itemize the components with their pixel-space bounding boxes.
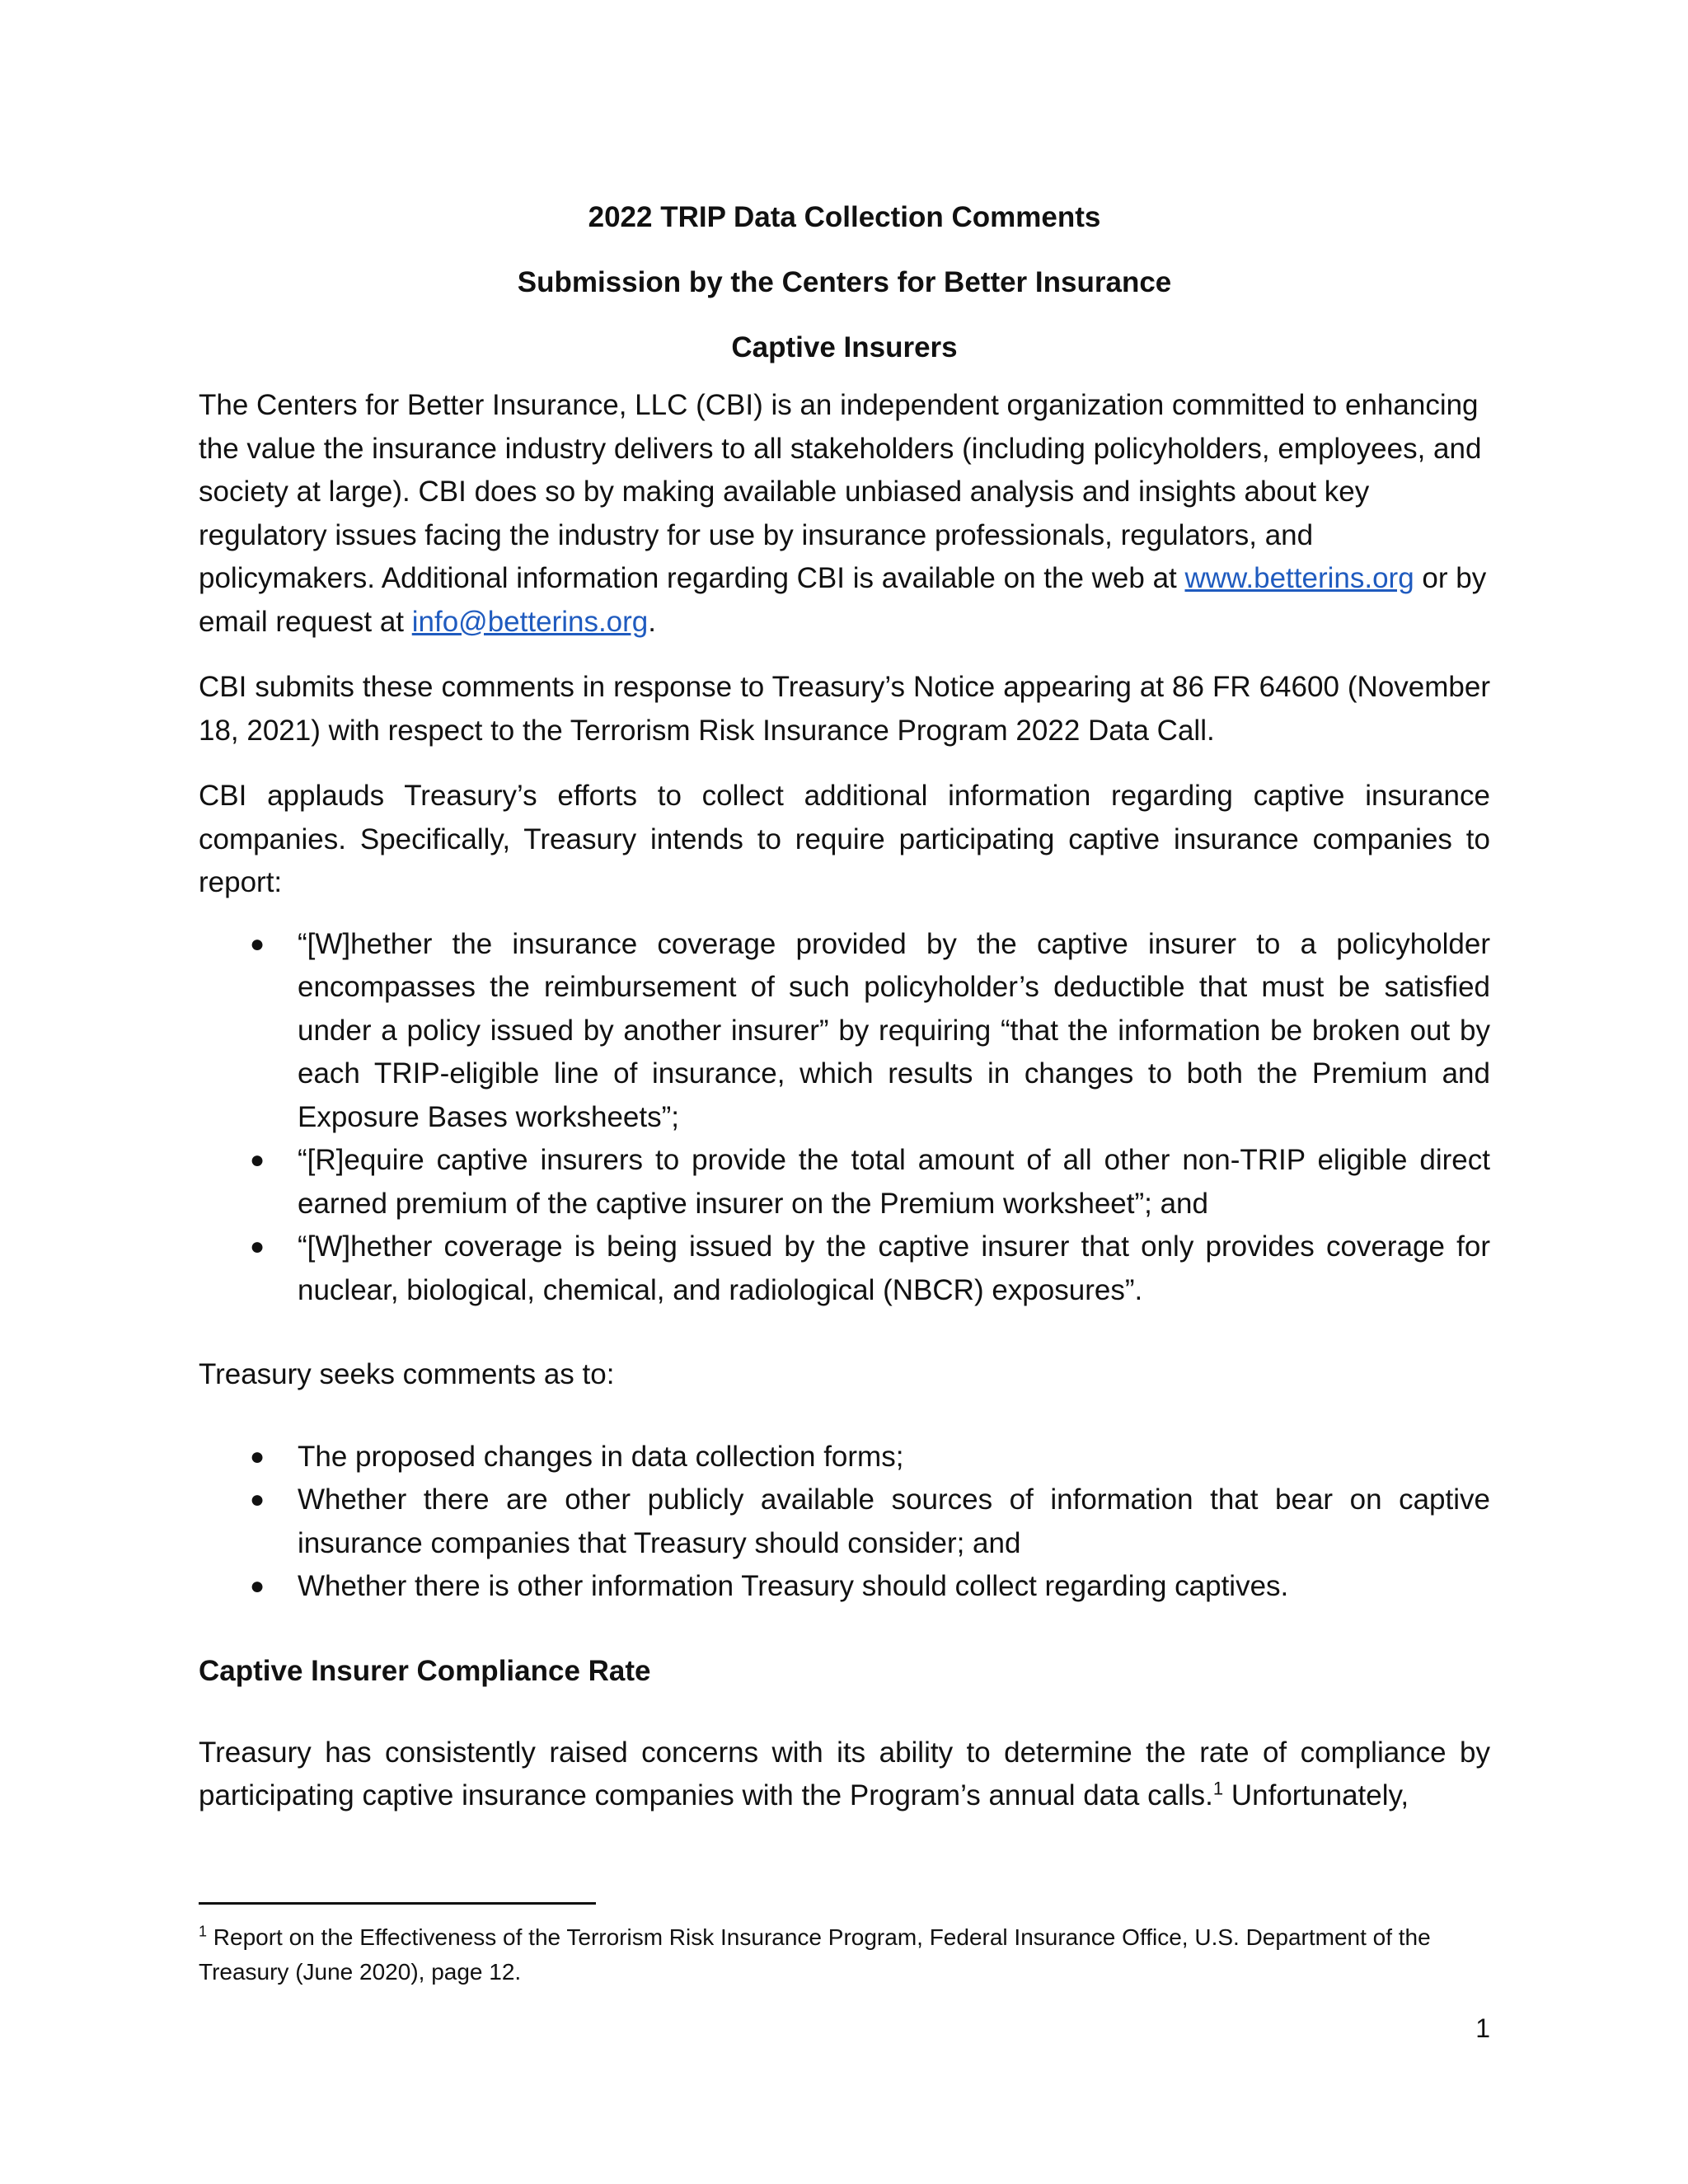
compliance-paragraph <box>199 1732 1490 1818</box>
intro-paragraph <box>199 384 1490 644</box>
report-bullet-text: “[R]equire captive insurers to provide the total amount of all other non-TRIP eligible direct earned premium of the captive insurer on the Premium worksheet”; and <box>298 1144 1490 1220</box>
website-link[interactable]: www.betterins.org <box>1184 562 1414 594</box>
bullet-icon: ● <box>250 1233 265 1260</box>
intro-text-2: or by email request at <box>199 562 1487 638</box>
document-title: 2022 TRIP Data Collection Comments <box>588 201 1101 233</box>
report-bullet-text: “[W]hether coverage is being issued by the captive insurer that only provides coverage for nuclear, biological, chemical, and radiological (NBCR) exposures”. <box>298 1230 1490 1306</box>
comment-bullet-text: Whether there are other publicly available sources of information that bear on captive insurance companies that Treasury should consider; and <box>298 1483 1490 1559</box>
bullet-icon: ● <box>250 1146 265 1174</box>
footnote <box>199 1920 1490 1990</box>
document-subtitle: Submission by the Centers for Better Insurance <box>517 266 1172 298</box>
footnote-text: Report on the Effectiveness of the Terrorism Risk Insurance Program, Federal Insurance Office, U.S. Department of the Treasury (June 2020), page 12. <box>199 1924 1431 1985</box>
comment-bullet-list <box>199 1436 1490 1609</box>
intro-text: The Centers for Better Insurance, LLC (CBI) is an independent organization committed to enhancing the value the insurance industry delivers to all stakeholders (including policyholders, employees, and society at large). CBI does so by making available unbiased analysis and insights about key regulatory issues facing the industry for use by insurance professionals, regulators, and policymakers. Additional information regarding CBI is available on the web at <box>199 389 1482 594</box>
footnote-number: 1 <box>199 1923 208 1940</box>
report-bullet-text: “[W]hether the insurance coverage provided by the captive insurer to a policyholder encompasses the reimbursement of such policyholder’s deductible that must be satisfied under a policy issued by another insurer” by requiring “that the information be broken out by each TRIP-eligible line of insurance, which results in changes to both the Premium and Exposure Bases worksheets”; <box>298 927 1490 1133</box>
list-item <box>199 923 1490 1140</box>
report-bullet-list <box>199 923 1490 1313</box>
bullet-icon: ● <box>250 1572 265 1600</box>
footnote-reference[interactable]: 1 <box>1212 1778 1224 1799</box>
email-link[interactable]: info@betterins.org <box>411 605 649 638</box>
compliance-text: Treasury has consistently raised concerns with its ability to determine the rate of compliance by participating captive insurance companies with the Program’s annual data calls. <box>199 1736 1490 1811</box>
comment-bullet-text: Whether there is other information Treasury should collect regarding captives. <box>298 1570 1289 1602</box>
compliance-text-end: Unfortunately, <box>1223 1779 1409 1811</box>
response-paragraph: CBI submits these comments in response to Treasury’s Notice appearing at 86 FR 64600 (November 18, 2021) with respect to the Terrorism Risk Insurance Program 2022 Data Call. <box>199 671 1490 747</box>
document-body <box>199 196 1490 1840</box>
list-item <box>199 1139 1490 1226</box>
list-item <box>199 1436 1490 1479</box>
comment-bullet-text: The proposed changes in data collection forms; <box>298 1440 904 1473</box>
page-number: 1 <box>1475 2013 1490 2043</box>
footnote-divider <box>199 1902 596 1905</box>
applauds-paragraph: CBI applauds Treasury’s efforts to collect additional information regarding captive insurance companies. Specifically, Treasury intends to require participating captive insurance companies to report: <box>199 780 1490 898</box>
seeks-comments-paragraph: Treasury seeks comments as to: <box>199 1358 615 1390</box>
list-item <box>199 1226 1490 1312</box>
bullet-icon: ● <box>250 1486 265 1513</box>
compliance-heading: Captive Insurer Compliance Rate <box>199 1654 651 1687</box>
intro-text-3: . <box>648 605 656 638</box>
list-item <box>199 1565 1490 1609</box>
list-item <box>199 1479 1490 1565</box>
bullet-icon: ● <box>250 930 265 958</box>
section-title: Captive Insurers <box>731 331 958 363</box>
bullet-icon: ● <box>250 1442 265 1470</box>
